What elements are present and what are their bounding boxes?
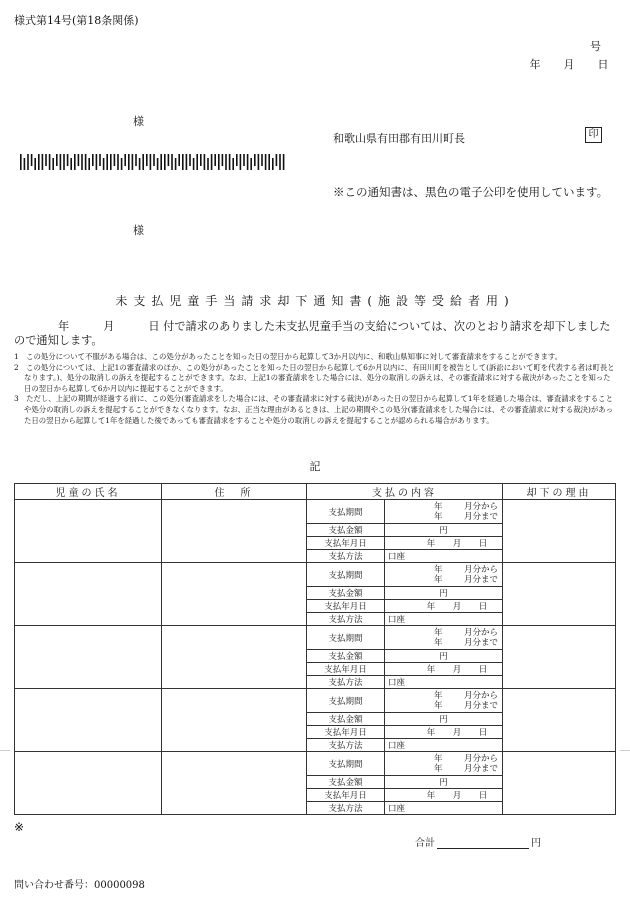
period-label: 支払期間 — [307, 752, 385, 776]
period-label: 支払期間 — [307, 500, 385, 524]
header-rejection-reason: 却下の理由 — [503, 484, 616, 500]
issue-date-month: 月 — [563, 58, 575, 71]
child-name-cell — [15, 626, 162, 689]
total-blank — [437, 838, 529, 849]
payment-date-value: 年 月 日 — [385, 600, 503, 613]
period-value: 年 月分から 年 月分まで — [385, 689, 503, 713]
amount-value: 円 — [385, 650, 503, 663]
period-value: 年 月分から 年 月分まで — [385, 500, 503, 524]
amount-value: 円 — [385, 524, 503, 537]
payment-date-value: 年 月 日 — [385, 537, 503, 550]
appeal-note-1: 1 この処分について不服がある場合は、この処分があったことを知った日の翌日から起算して3か月以内に、和歌山県知事に対して審査請求をすることができます。 — [14, 352, 563, 361]
header-address: 住 所 — [162, 484, 307, 500]
issuer-name: 和歌山県有田郡有田川町長 — [333, 132, 465, 145]
amount-value: 円 — [385, 713, 503, 726]
child-name-cell — [15, 563, 162, 626]
footnote-asterisk: ※ — [14, 820, 25, 834]
period-value: 年 月分から 年 月分まで — [385, 626, 503, 650]
rejection-reason-cell — [503, 752, 616, 815]
rejection-reason-cell — [503, 626, 616, 689]
amount-label: 支払金額 — [307, 650, 385, 663]
child-name-cell — [15, 689, 162, 752]
ki-heading: 記 — [309, 460, 321, 473]
amount-label: 支払金額 — [307, 587, 385, 600]
amount-label: 支払金額 — [307, 776, 385, 789]
child-name-cell — [15, 500, 162, 563]
payment-date-label: 支払年月日 — [307, 663, 385, 676]
official-seal: 印 — [585, 127, 602, 143]
inquiry-number: 問い合わせ番号：00000098 — [14, 880, 145, 891]
payment-date-label: 支払年月日 — [307, 726, 385, 739]
payment-method-value: 口座 — [385, 613, 503, 626]
payment-method-value: 口座 — [385, 550, 503, 563]
header-payment-content: 支払の内容 — [307, 484, 503, 500]
total-label: 合計 — [415, 838, 435, 849]
table-row — [15, 500, 616, 524]
payment-date-value: 年 月 日 — [385, 789, 503, 802]
table-header-row — [15, 484, 616, 500]
amount-value: 円 — [385, 776, 503, 789]
address-cell — [162, 752, 307, 815]
document-number-suffix: 号 — [590, 40, 601, 53]
table-row — [15, 752, 616, 776]
electronic-seal-notice: ※この通知書は、黒色の電子公印を使用しています。 — [333, 185, 609, 199]
rejection-reason-cell — [503, 563, 616, 626]
addressee-honorific-2: 様 — [133, 224, 144, 237]
address-cell — [162, 563, 307, 626]
table-row — [15, 626, 616, 650]
payment-method-label: 支払方法 — [307, 739, 385, 752]
form-number: 様式第14号(第18条関係) — [14, 14, 139, 27]
payment-method-value: 口座 — [385, 802, 503, 815]
amount-value: 円 — [385, 587, 503, 600]
period-label: 支払期間 — [307, 689, 385, 713]
address-cell — [162, 626, 307, 689]
payment-date-label: 支払年月日 — [307, 789, 385, 802]
payment-date-label: 支払年月日 — [307, 537, 385, 550]
document-title: 未支払児童手当請求却下通知書(施設等受給者用) — [115, 294, 515, 308]
address-cell — [162, 500, 307, 563]
total-unit: 円 — [531, 838, 541, 849]
payment-method-label: 支払方法 — [307, 676, 385, 689]
payment-date-label: 支払年月日 — [307, 600, 385, 613]
intro-year: 年 — [58, 320, 70, 333]
amount-label: 支払金額 — [307, 713, 385, 726]
issue-date-year: 年 — [529, 58, 541, 71]
postal-barcode — [20, 154, 290, 170]
child-name-cell — [15, 752, 162, 815]
payment-date-value: 年 月 日 — [385, 726, 503, 739]
intro-line-2: ので通知します。 — [14, 334, 103, 347]
payment-method-value: 口座 — [385, 739, 503, 752]
amount-label: 支払金額 — [307, 524, 385, 537]
payment-method-label: 支払方法 — [307, 613, 385, 626]
fold-mark-right — [620, 750, 630, 751]
rejection-reason-cell — [503, 689, 616, 752]
intro-day-text: 日 付で請求のありました未支払児童手当の支給については、次のとおり請求を却下しました — [148, 320, 611, 333]
period-label: 支払期間 — [307, 626, 385, 650]
intro-month: 月 — [103, 320, 115, 333]
payment-method-label: 支払方法 — [307, 550, 385, 563]
payment-method-value: 口座 — [385, 676, 503, 689]
header-child-name: 児童の氏名 — [15, 484, 162, 500]
table-row — [15, 689, 616, 713]
payment-date-value: 年 月 日 — [385, 663, 503, 676]
address-cell — [162, 689, 307, 752]
period-value: 年 月分から 年 月分まで — [385, 563, 503, 587]
period-label: 支払期間 — [307, 563, 385, 587]
fold-mark-left — [0, 750, 10, 751]
issue-date-day: 日 — [597, 58, 609, 71]
appeal-notes — [14, 352, 616, 426]
rejection-reason-cell — [503, 500, 616, 563]
table-row — [15, 563, 616, 587]
total-amount — [415, 834, 541, 849]
payment-method-label: 支払方法 — [307, 802, 385, 815]
addressee-honorific-1: 様 — [133, 115, 144, 128]
appeal-note-2: 2 この処分については、上記1の審査請求のほか、この処分があったことを知った日の翌日から起算して6か月以内に、有田川町を被告として(訴訟において町を代表する者は町長となります。)、処分の取消しの訴えを提起することができます。なお、上記1の審査請求をした場合には、処分の取消しの訴えは、その審査請求に対する裁決があったことを知った日の翌日から起算して6か月以内に提起することができます。 — [14, 362, 615, 393]
issue-date — [518, 56, 620, 72]
payment-table — [14, 483, 616, 815]
intro-text — [14, 320, 614, 348]
period-value: 年 月分から 年 月分まで — [385, 752, 503, 776]
appeal-note-3: 3 ただし、上記の期間が経過する前に、この処分(審査請求をした場合には、その審査請求に対する裁決)があった日の翌日から起算して1年を経過した場合は、審査請求をすることや処分の取消しの訴えを提起することができなくなります。なお、正当な理由があるときは、上記の期間やこの処分(審査請求をした場合には、その審査請求に対する裁決)があった日の翌日から起算して1年を経過した後であっても審査請求をすることや処分の取消しの訴えを提起することが認められる場合があります。 — [14, 394, 613, 425]
